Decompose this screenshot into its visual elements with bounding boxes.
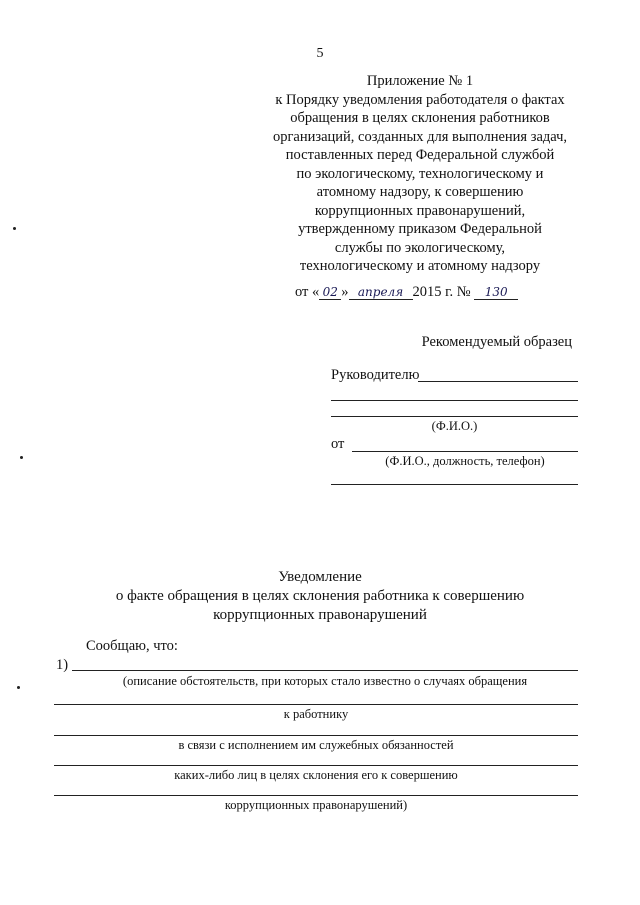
handwritten-order-number: 130 bbox=[474, 285, 518, 300]
title-line: о факте обращения в целях склонения работника к совершению bbox=[115, 588, 525, 604]
from-line-2 bbox=[331, 484, 578, 485]
item-caption: в связи с исполнением им служебных обязанностей bbox=[178, 738, 454, 752]
appendix-line: организаций, созданных для выполнения задач, bbox=[272, 128, 568, 145]
head-name-line bbox=[418, 381, 578, 382]
intro-text: Сообщаю, что: bbox=[86, 638, 178, 654]
appendix-line: обращения в целях склонения работников bbox=[290, 110, 550, 126]
date-middle: » bbox=[341, 284, 349, 300]
page-number: 5 bbox=[316, 46, 324, 61]
appendix-line: атомному надзору, к совершению bbox=[316, 184, 524, 200]
item-line bbox=[54, 704, 578, 705]
head-name-line-3 bbox=[331, 416, 578, 417]
from-label: от bbox=[331, 436, 345, 452]
head-label: Руководителю bbox=[331, 367, 420, 383]
sample-label: Рекомендуемый образец bbox=[421, 334, 572, 350]
from-line bbox=[352, 451, 578, 452]
appendix-line: технологическому и атомному надзору bbox=[299, 258, 541, 274]
appendix-line: Приложение № 1 bbox=[366, 73, 474, 89]
title-line: Уведомление bbox=[278, 569, 362, 585]
order-date-line bbox=[295, 284, 518, 301]
date-year: 2015 г. № bbox=[412, 284, 471, 300]
handwritten-month: апреля bbox=[349, 285, 413, 300]
item-line bbox=[54, 795, 578, 796]
item-number: 1) bbox=[56, 657, 69, 673]
scan-speck bbox=[17, 686, 20, 689]
notification-title bbox=[0, 568, 640, 625]
appendix-line: утвержденному приказом Федеральной bbox=[298, 221, 542, 237]
scan-speck bbox=[20, 456, 23, 459]
title-line: коррупционных правонарушений bbox=[213, 607, 427, 623]
item-line bbox=[72, 670, 578, 671]
appendix-line: к Порядку уведомления работодателя о фактах bbox=[275, 91, 565, 108]
scan-speck bbox=[13, 227, 16, 230]
appendix-line: поставленных перед Федеральной службой bbox=[285, 147, 555, 163]
item-line bbox=[54, 765, 578, 766]
appendix-line: коррупционных правонарушений, bbox=[314, 202, 526, 219]
item-caption: (описание обстоятельств, при которых стало известно о случаях обращения bbox=[122, 674, 528, 688]
from-caption: (Ф.И.О., должность, телефон) bbox=[385, 454, 545, 468]
appendix-line: службы по экологическому, bbox=[334, 239, 506, 256]
head-name-line-2 bbox=[331, 400, 578, 401]
item-caption: коррупционных правонарушений) bbox=[224, 798, 408, 812]
item-line bbox=[54, 735, 578, 736]
item-caption: каких-либо лиц в целях склонения его к совершению bbox=[174, 768, 458, 782]
fio-caption: (Ф.И.О.) bbox=[431, 419, 478, 433]
appendix-line: по экологическому, технологическому и bbox=[296, 165, 544, 182]
appendix-header bbox=[250, 72, 590, 276]
date-prefix: от « bbox=[295, 284, 320, 300]
handwritten-day: 02 bbox=[319, 285, 341, 300]
item-caption: к работнику bbox=[283, 707, 349, 721]
